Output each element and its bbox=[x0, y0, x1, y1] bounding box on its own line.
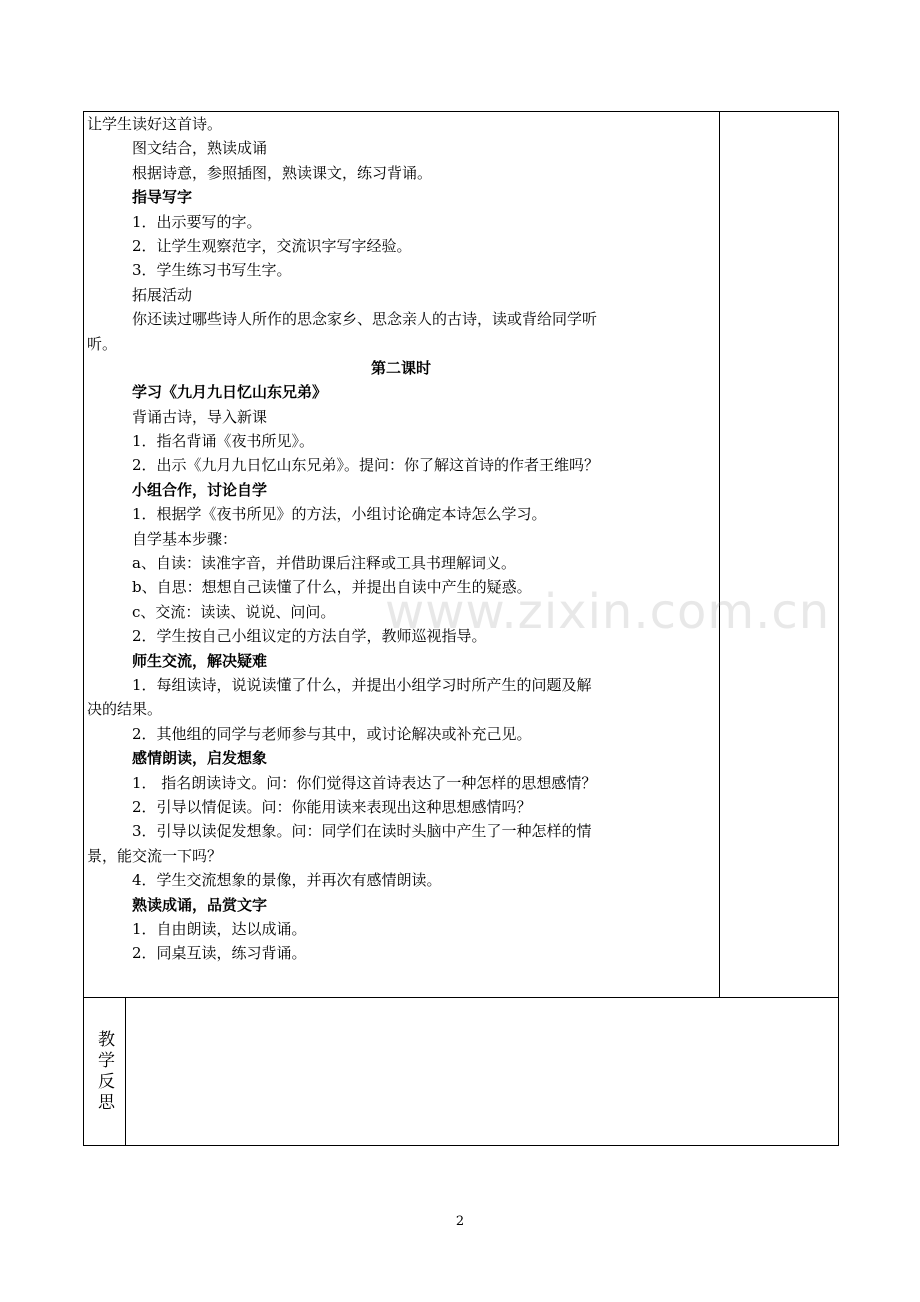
text-line: a、自读：读准字音，并借助课后注释或工具书理解词义。 bbox=[132, 554, 516, 573]
text-line: 熟读成诵，品赏文字 bbox=[132, 895, 268, 914]
text-line: 2．让学生观察范字，交流识字写字经验。 bbox=[132, 236, 412, 255]
text-line: 1．指名背诵《夜书所见》。 bbox=[132, 432, 315, 451]
text-line: 指导写字 bbox=[132, 188, 193, 207]
column-divider bbox=[719, 112, 720, 997]
text-line: 1．每组读诗，说说读懂了什么，并提出小组学习时所产生的问题及解 bbox=[132, 675, 592, 694]
text-line: 根据诗意，参照插图，熟读课文，练习背诵。 bbox=[132, 163, 433, 182]
text-line: b、自思：想想自己读懂了什么，并提出自读中产生的疑惑。 bbox=[132, 578, 532, 597]
text-line: 2．出示《九月九日忆山东兄弟》。提问：你了解这首诗的作者王维吗？ bbox=[132, 456, 600, 475]
page-number: 2 bbox=[455, 1214, 465, 1229]
text-line: 2．同桌互读，练习背诵。 bbox=[132, 944, 307, 963]
text-line: 自学基本步骤： bbox=[132, 529, 238, 548]
text-line: 4．学生交流想象的景像，并再次有感情朗读。 bbox=[132, 871, 442, 890]
text-line: 3．学生练习书写生字。 bbox=[132, 261, 292, 280]
text-line: 3．引导以读促发想象。问：同学们在读时头脑中产生了一种怎样的情 bbox=[132, 822, 592, 841]
watermark: www.zixin.com.cn bbox=[385, 584, 831, 640]
reflection-label-cell bbox=[84, 998, 126, 1146]
text-line: 2．其他组的同学与老师参与其中，或讨论解决或补充己见。 bbox=[132, 724, 532, 743]
text-line: c、交流：读读、说说、问问。 bbox=[132, 602, 336, 621]
lesson-content-row bbox=[84, 112, 838, 998]
text-line: 2．引导以情促读。问：你能用读来表现出这种思想感情吗？ bbox=[132, 797, 532, 816]
text-line: 2．学生按自己小组议定的方法自学，教师巡视指导。 bbox=[132, 627, 487, 646]
text-line: 听。 bbox=[87, 334, 118, 353]
text-line: 1．自由朗读，达以成诵。 bbox=[132, 919, 307, 938]
text-line: 1．根据学《夜书所见》的方法，小组讨论确定本诗怎么学习。 bbox=[132, 505, 547, 524]
text-line: 感情朗读，启发想象 bbox=[132, 749, 268, 768]
text-line: 你还读过哪些诗人所作的思念家乡、思念亲人的古诗，读或背给同学听 bbox=[132, 310, 598, 329]
text-line: 让学生读好这首诗。 bbox=[87, 115, 223, 133]
text-line: 1．出示要写的字。 bbox=[132, 212, 262, 231]
text-line: 拓展活动 bbox=[132, 285, 193, 304]
text-line: 决的结果。 bbox=[87, 700, 163, 719]
lesson-text bbox=[87, 112, 715, 966]
text-line: 学习《九月九日忆山东兄弟》 bbox=[132, 383, 328, 402]
text-line: 图文结合，熟读成诵 bbox=[132, 139, 268, 158]
reflection-row bbox=[84, 998, 838, 1146]
text-line: 师生交流，解决疑难 bbox=[132, 651, 268, 670]
lesson-table bbox=[83, 111, 839, 1146]
text-line: 第二课时 bbox=[370, 358, 431, 377]
text-line: 1． 指名朗读诗文。问：你们觉得这首诗表达了一种怎样的思想感情？ bbox=[132, 773, 597, 792]
text-line: 小组合作，讨论自学 bbox=[132, 480, 268, 499]
text-line: 景，能交流一下吗？ bbox=[87, 846, 223, 865]
reflection-label: 教学反思 bbox=[94, 1030, 114, 1114]
text-line: 背诵古诗，导入新课 bbox=[132, 407, 268, 426]
